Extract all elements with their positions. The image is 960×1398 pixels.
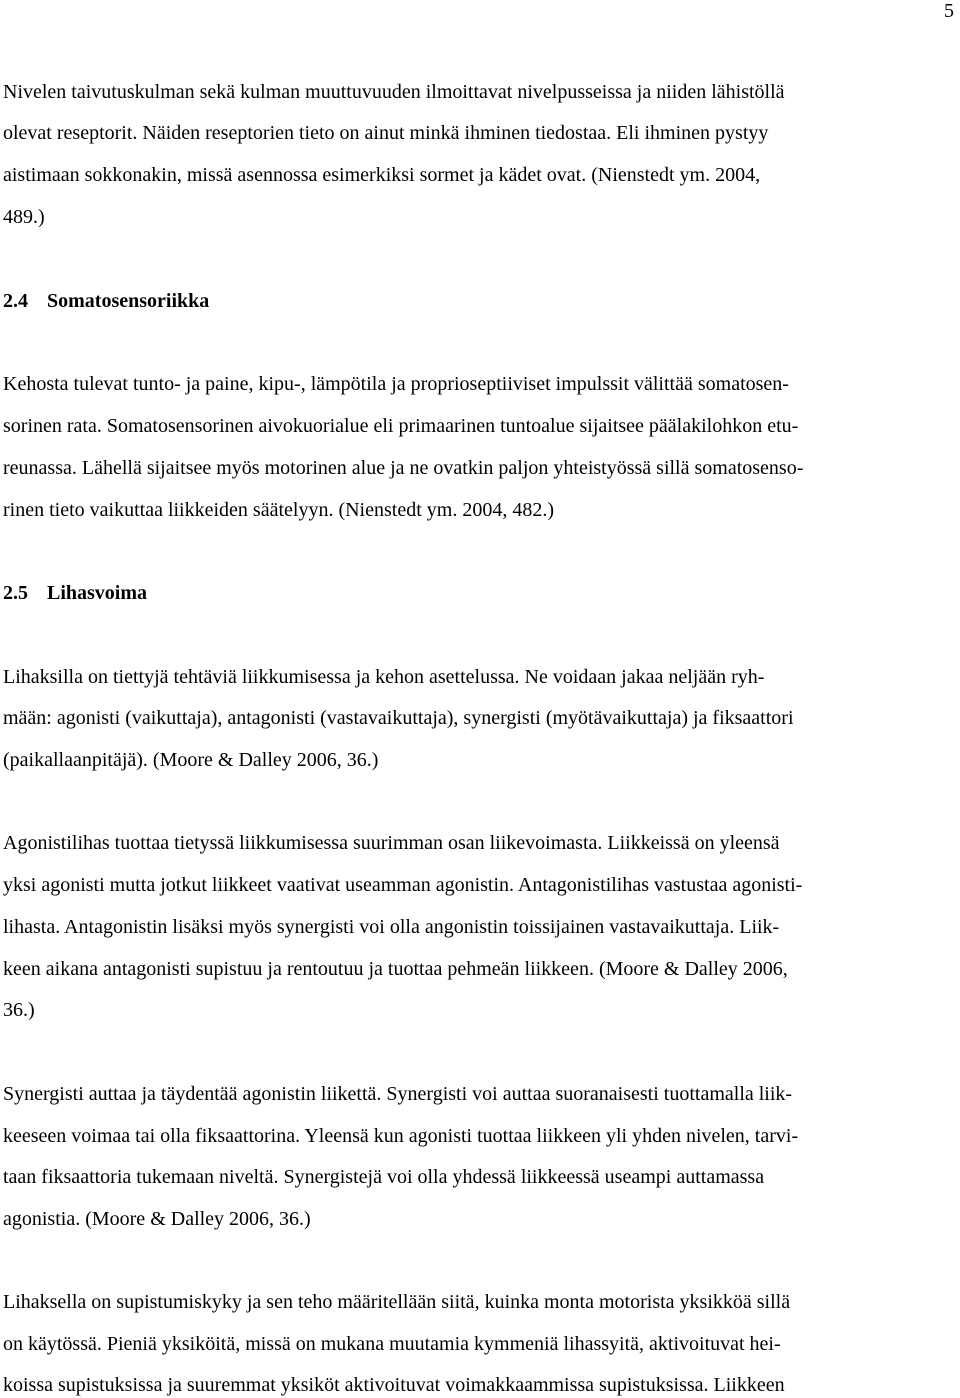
text-line: 489.) xyxy=(3,206,45,228)
text-line: keeseen voimaa tai olla fiksaattorina. Yleensä kun agonisti tuottaa liikkeen yli yhden nivelen, tarvi- xyxy=(3,1125,799,1147)
text-line: Nivelen taivutuskulman sekä kulman muuttuvuuden ilmoittavat nivelpusseissa ja niiden lähistöllä xyxy=(3,81,785,103)
text-line: Kehosta tulevat tunto- ja paine, kipu-, lämpötila ja proprioseptiiviset impulssit välittää somatosen- xyxy=(3,373,789,395)
page-number: 5 xyxy=(944,0,954,22)
section-number: 2.5 xyxy=(3,582,28,604)
section-title: Lihasvoima xyxy=(47,582,148,604)
text-line: rinen tieto vaikuttaa liikkeiden säätelyyn. (Nienstedt ym. 2004, 482.) xyxy=(3,499,554,521)
section-heading-2-5 xyxy=(3,581,147,605)
text-line: Agonistilihas tuottaa tietyssä liikkumisessa suurimman osan liikevoimasta. Liikkeissä on yleensä xyxy=(3,832,780,854)
text-line: on käytössä. Pieniä yksiköitä, missä on mukana muutamia kymmeniä lihassyitä, aktivoituvat hei- xyxy=(3,1333,781,1355)
text-line: reunassa. Lähellä sijaitsee myös motorinen alue ja ne ovatkin paljon yhteistyössä sillä somatosenso- xyxy=(3,457,804,479)
text-line: olevat reseptorit. Näiden reseptorien tieto on ainut minkä ihminen tiedostaa. Eli ihminen pystyy xyxy=(3,122,769,144)
section-heading-2-4 xyxy=(3,289,209,313)
text-line: taan fiksaattoria tukemaan niveltä. Synergistejä voi olla yhdessä liikkeessä useampi auttamassa xyxy=(3,1166,765,1188)
section-number: 2.4 xyxy=(3,290,28,312)
text-line: agonistia. (Moore & Dalley 2006, 36.) xyxy=(3,1208,311,1230)
text-line: Synergisti auttaa ja täydentää agonistin liikettä. Synergisti voi auttaa suoranaisesti tuottamalla liik- xyxy=(3,1083,793,1105)
text-line: koissa supistuksissa ja suuremmat yksiköt aktivoituvat voimakkaammissa supistuksissa. Liikkeen xyxy=(3,1374,785,1396)
text-line: mään: agonisti (vaikuttaja), antagonisti (vastavaikuttaja), synergisti (myötävaikuttaja) ja fiksaattori xyxy=(3,707,794,729)
text-line: Lihaksella on supistumiskyky ja sen teho määritellään siitä, kuinka monta motorista yksikköä sillä xyxy=(3,1291,791,1313)
text-line: keen aikana antagonisti supistuu ja rentoutuu ja tuottaa pehmeän liikkeen. (Moore & Dalley 2006, xyxy=(3,958,788,980)
text-line: sorinen rata. Somatosensorinen aivokuorialue eli primaarinen tuntoalue sijaitsee päälakilohkon etu- xyxy=(3,415,799,437)
text-line: yksi agonisti mutta jotkut liikkeet vaativat useamman agonistin. Antagonistilihas vastustaa agonisti- xyxy=(3,874,803,896)
text-line: aistimaan sokkonakin, missä asennossa esimerkiksi sormet ja kädet ovat. (Nienstedt ym. 2004, xyxy=(3,164,761,186)
text-line: (paikallaanpitäjä). (Moore & Dalley 2006, 36.) xyxy=(3,749,379,771)
text-line: Lihaksilla on tiettyjä tehtäviä liikkumisessa ja kehon asettelussa. Ne voidaan jakaa neljään ryh- xyxy=(3,666,765,688)
text-line: 36.) xyxy=(3,999,35,1021)
text-line: lihasta. Antagonistin lisäksi myös synergisti voi olla angonistin toissijainen vastavaikuttaja. Liik- xyxy=(3,916,780,938)
section-title: Somatosensoriikka xyxy=(47,290,210,312)
